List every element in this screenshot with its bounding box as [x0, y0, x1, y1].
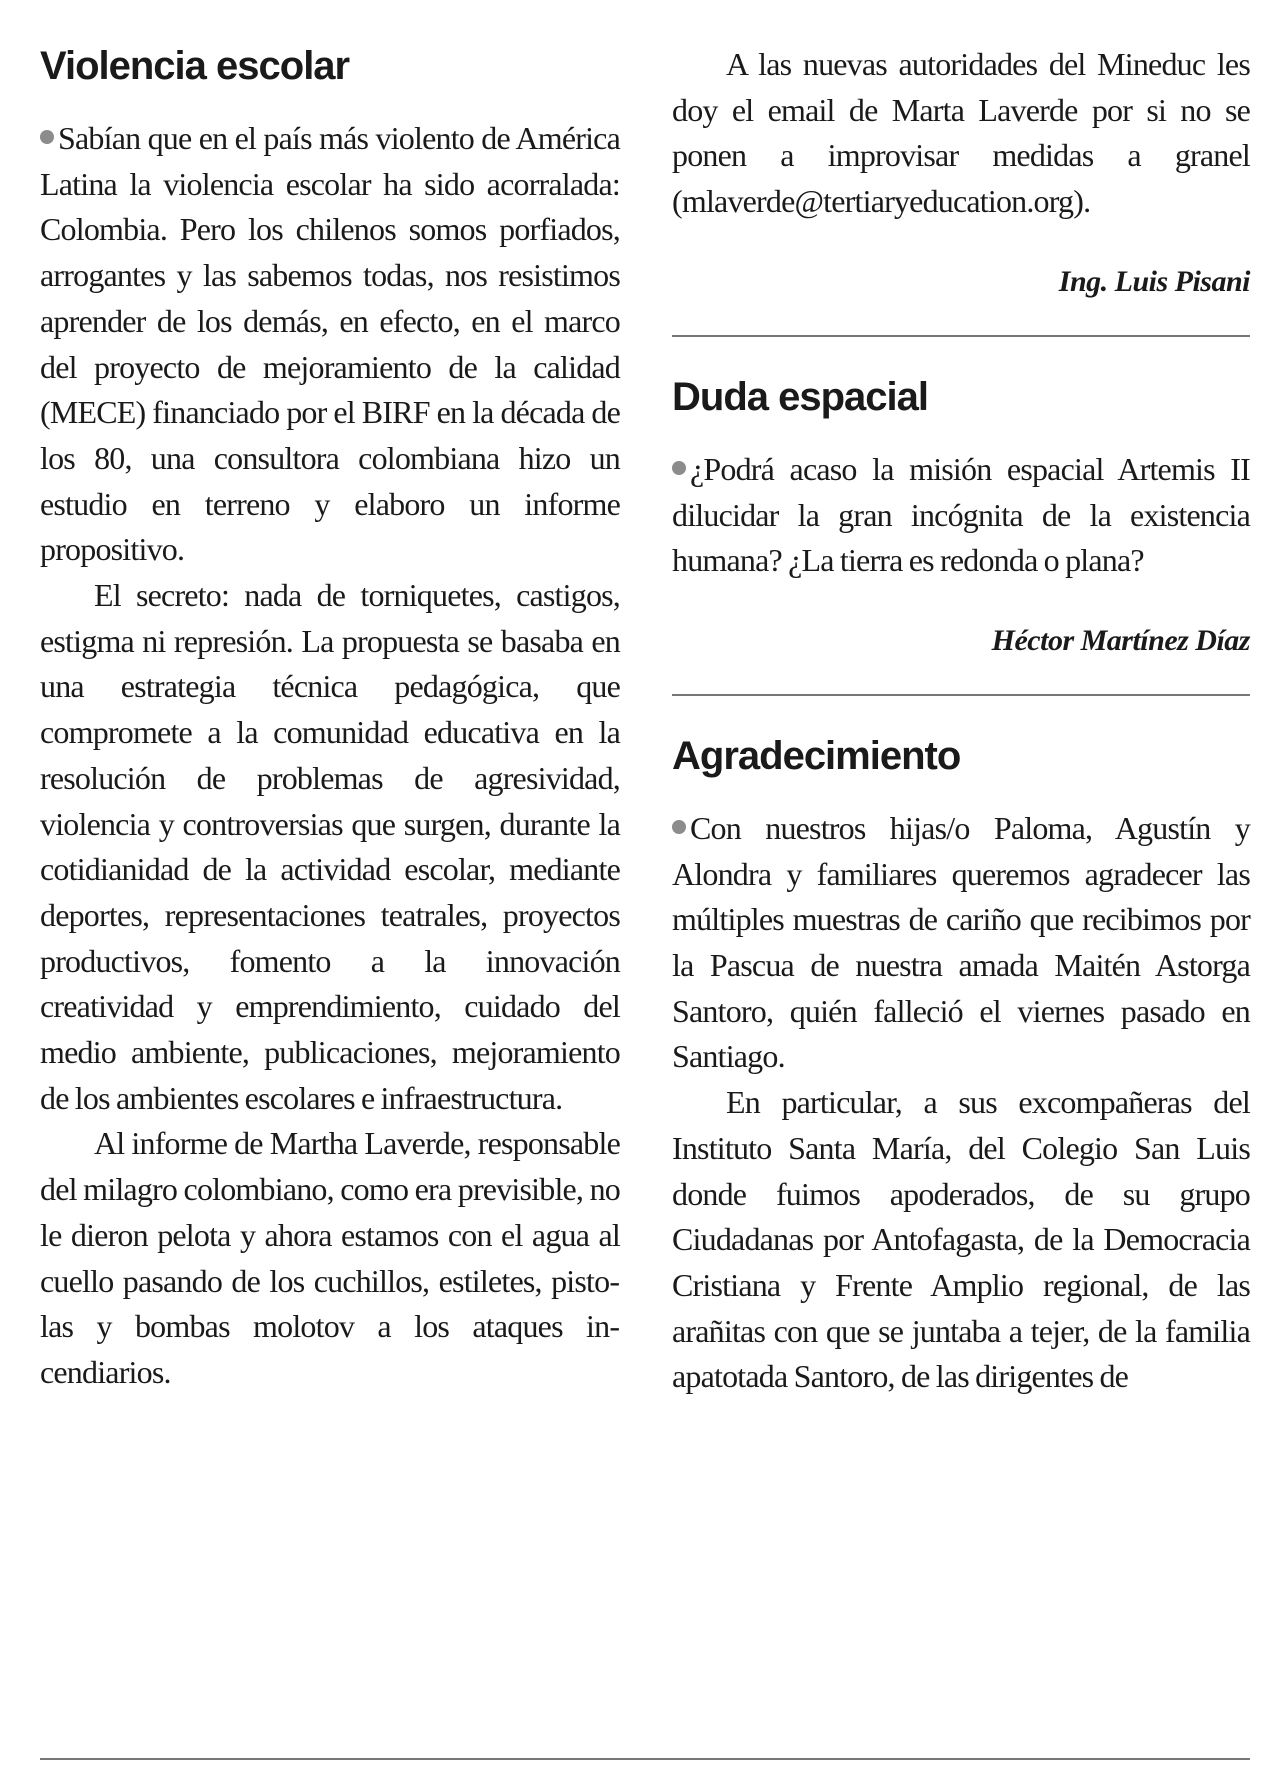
bullet-icon [672, 820, 686, 834]
letter-paragraph: En particular, a sus excompañeras del Instituto Santa María, del Colegio San Luis donde fuimos apoderados, de su grupo Ciudadanas por Antofagasta, de la Democracia Cristiana y Frente Amplio regional, de las arañitas con que se juntaba a tejer, de la familia apatotada Santoro, de las dirigentes de [672, 1084, 1250, 1395]
bullet-icon [672, 461, 686, 475]
section-divider [672, 335, 1250, 337]
right-column [672, 28, 1250, 1400]
letter-paragraph [40, 116, 620, 573]
author-signature: Héctor Martínez Díaz [991, 623, 1250, 657]
letter-paragraph: A las nuevas autoridades del Mineduc les doy el email de Marta Laverde por si no se ponen a improvisar medidas a granel (mlaverde@tertiaryeducation.org). [672, 46, 1250, 220]
headline-agradecimiento: Agradecimiento [672, 733, 961, 778]
author-signature: Ing. Luis Pisani [1058, 264, 1250, 298]
letter-paragraph-text: ¿Podrá acaso la misión espacial Artemis II dilucidar la gran incógnita de la existencia humana? ¿La tierra es redonda o plana? [672, 450, 1250, 579]
left-column [40, 28, 620, 1396]
headline-violencia-escolar: Violencia escolar [40, 44, 350, 88]
letter-paragraph [672, 447, 1250, 584]
section-divider [672, 694, 1250, 696]
letter-paragraph: Al informe de Martha Laverde, responsable del milagro colombiano, como era previsible, no le dieron pelota y ahora estamos con el agua al cuello pasando de los cuchillos, estiletes, pistolas y bombas molotov a los ataques incendiarios. [40, 1125, 620, 1390]
letter-paragraph: El secreto: nada de torniquetes, castigos, estigma ni represión. La propuesta se basaba en una estrategia técnica pedagógica, que compromete a la comunidad educativa en la resolución de problemas de agresividad, violencia y controversias que surgen, durante la cotidianidad de la actividad escolar, mediante deportes, representaciones teatrales, proyectos productivos, fomento a la innovación creatividad y emprendimiento, cuidado del medio ambiente, publicaciones, mejoramiento de los ambientes escolares e infraestructura. [40, 577, 620, 1116]
headline-duda-espacial: Duda espacial [672, 374, 929, 419]
letter-paragraph-text: Con nuestros hijas/o Paloma, Agustín y Alondra y familiares queremos agradecer las múltiples muestras de cariño que recibimos por la Pascua de nuestra amada Maitén Astorga Santoro, quién falleció el viernes pasado en Santiago. [672, 809, 1250, 1075]
bottom-divider [40, 1758, 1250, 1760]
bullet-icon [40, 130, 54, 144]
letter-paragraph-text: Sabían que en el país más violento de América Latina la violencia escolar ha sido acorralada: Colombia. Pero los chilenos somos porfiados, arrogantes y las sabemos todas, nos resistimos aprender de los demás, en efecto, en el marco del proyecto de mejoramiento de la calidad (MECE) financiado por el BIRF en la década de los 80, una consultora colombiana hizo un estudio en terreno y elaboro un informe propositivo. [40, 120, 620, 568]
letter-paragraph [672, 806, 1250, 1080]
